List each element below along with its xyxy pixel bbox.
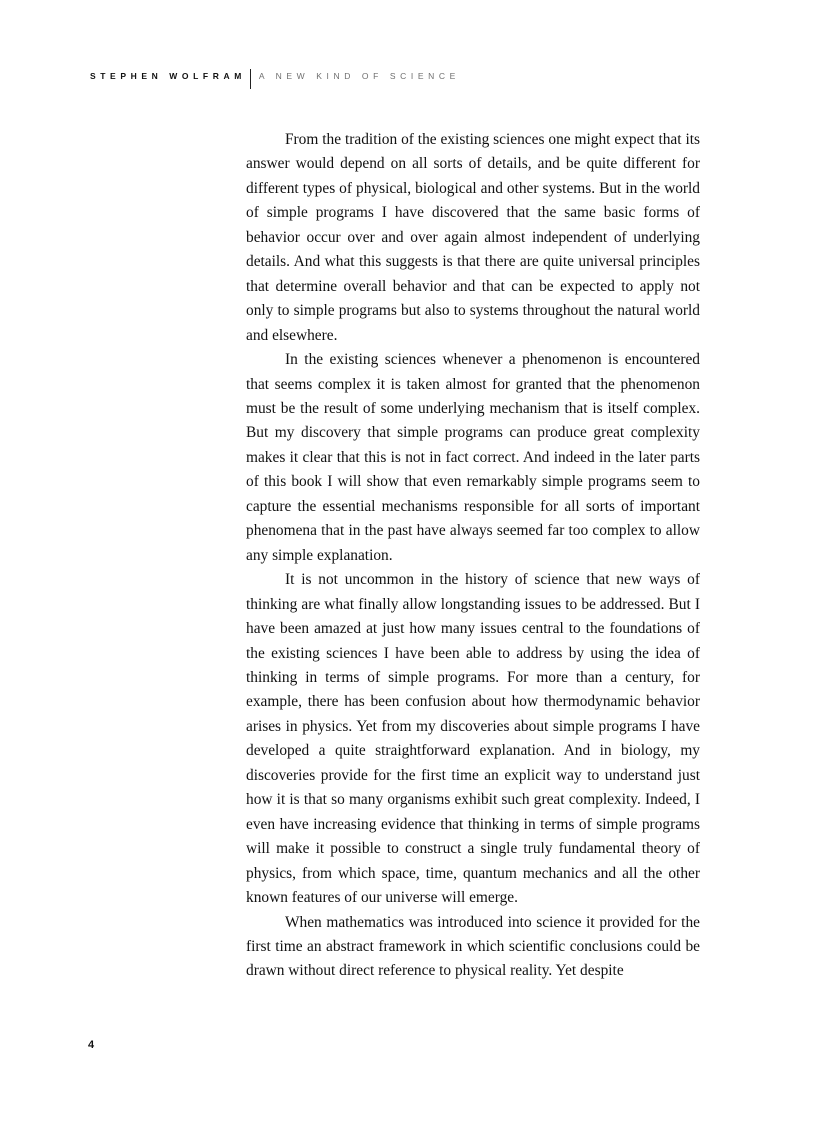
paragraph: It is not uncommon in the history of science that new ways of thinking are what finally allow longstanding issues to be addressed. But I have been amazed at just how many issues central to the foundations of the existing sciences I have been able to address by using the idea of thinking in terms of simple programs. For more than a century, for example, there has been confusion about how thermodynamic behavior arises in physics. Yet from my discoveries about simple programs I have developed a quite straightforward explanation. And in biology, my discoveries provide for the first time an explicit way to understand just how it is that so many organisms exhibit such great complexity. Indeed, I even have increasing evidence that thinking in terms of simple programs will make it possible to construct a single truly fundamental theory of physics, from which space, time, quantum mechanics and all the other known features of our universe will emerge. [246,571,700,907]
body-text [246,128,700,984]
page-number: 4 [88,1039,95,1051]
running-head-divider [250,69,251,89]
paragraph: In the existing sciences whenever a phenomenon is encountered that seems complex it is taken almost for granted that the phenomenon must be the result of some underlying mechanism that is itself complex. But my discovery that simple programs can produce great complexity makes it clear that this is not in fact correct. And indeed in the later parts of this book I will show that even remarkably simple programs seem to capture the essential mechanisms responsible for all sorts of important phenomena that in the past have always seemed far too complex to allow any simple explanation. [246,351,700,564]
running-head [90,66,460,86]
running-head-book-title: A NEW KIND OF SCIENCE [258,71,460,81]
running-head-author: STEPHEN WOLFRAM [90,71,246,81]
paragraph: From the tradition of the existing sciences one might expect that its answer would depend on all sorts of details, and be quite different for different types of physical, biological and other systems. But in the world of simple programs I have discovered that the same basic forms of behavior occur over and over again almost independent of underlying details. And what this suggests is that there are quite universal principles that determine overall behavior and that can be expected to apply not only to simple programs but also to systems throughout the natural world and elsewhere. [246,131,700,344]
paragraph: When mathematics was introduced into science it provided for the first time an abstract framework in which scientific conclusions could be drawn without direct reference to physical reality. Yet despite [246,913,700,980]
